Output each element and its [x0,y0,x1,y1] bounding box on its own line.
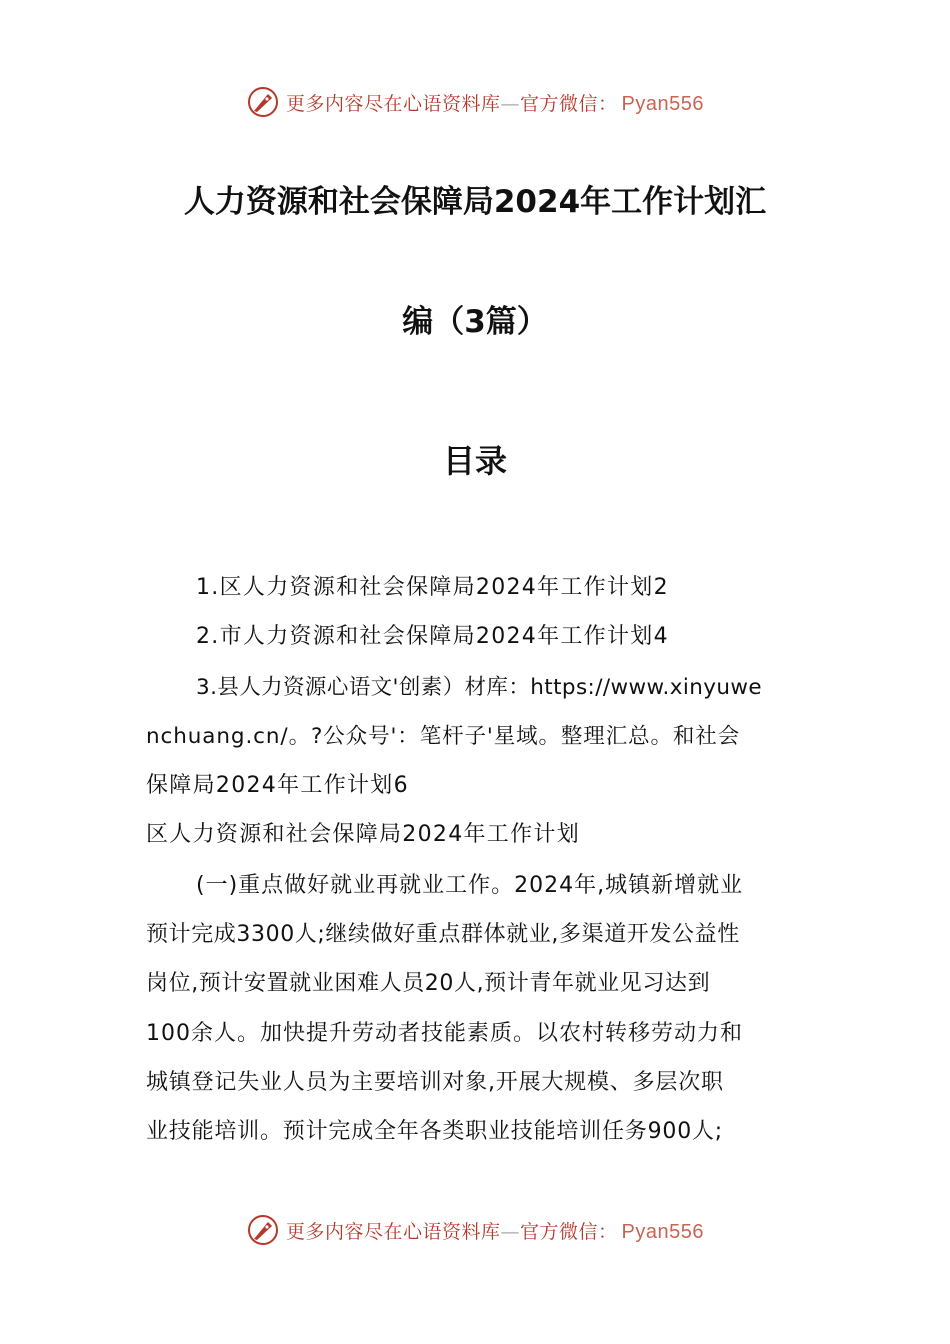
paragraph-line-2: 预计完成3300人;继续做好重点群体就业,多渠道开发公益性 [146,922,740,947]
banner-main-text: 更多内容尽在心语资料库 [286,92,501,115]
banner-text [286,1217,704,1244]
paragraph-line-4: 100余人。加快提升劳动者技能素质。以农村转移劳动力和 [146,1021,743,1046]
document-title-line1: 人力资源和社会保障局2024年工作计划汇 [183,184,767,220]
banner-main-text: 更多内容尽在心语资料库 [286,1220,501,1243]
toc-item-2-text: 市人力资源和社会保障局2024年工作计划4 [219,624,669,649]
toc-item-3-line1[interactable]: 3.县人力资源心语文'创素）材库：https://www.xinyuwe [196,675,762,700]
banner-label: 官方微信： [520,1220,618,1243]
pen-nib-circle-icon [246,1213,280,1247]
toc-item-2[interactable] [196,622,669,652]
paragraph-line-3: 岗位,预计安置就业困难人员20人,预计青年就业见习达到 [146,971,711,996]
header-banner [0,82,950,122]
toc-heading: 目录 [442,442,507,480]
banner-wechat-id: Pyan556 [621,1220,704,1243]
document-title-line2: 编（3篇） [402,304,548,340]
banner-wechat-id: Pyan556 [621,92,704,115]
paragraph-line-5: 城镇登记失业人员为主要培训对象,开展大规模、多层次职 [146,1070,724,1095]
paragraph-line-1: (一)重点做好就业再就业工作。2024年,城镇新增就业 [196,873,744,898]
section-heading: 区人力资源和社会保障局2024年工作计划 [146,822,580,847]
banner-label: 官方微信： [520,92,618,115]
banner-separator: — [500,92,521,115]
toc-item-1[interactable] [196,573,669,603]
paragraph-line-6: 业技能培训。预计完成全年各类职业技能培训任务900人; [146,1119,724,1144]
toc-item-1-number: 1. [196,575,220,600]
banner-separator: — [500,1220,521,1243]
pen-nib-circle-icon [246,85,280,119]
footer-banner [0,1210,950,1250]
toc-item-2-number: 2. [196,624,220,649]
toc-item-1-text: 区人力资源和社会保障局2024年工作计划2 [219,575,669,600]
toc-item-3-line3[interactable]: 保障局2024年工作计划6 [146,773,409,798]
banner-text [286,89,704,116]
toc-item-3-line2[interactable]: nchuang.cn/。?公众号'：笔杆子'星域。整理汇总。和社会 [146,724,741,749]
